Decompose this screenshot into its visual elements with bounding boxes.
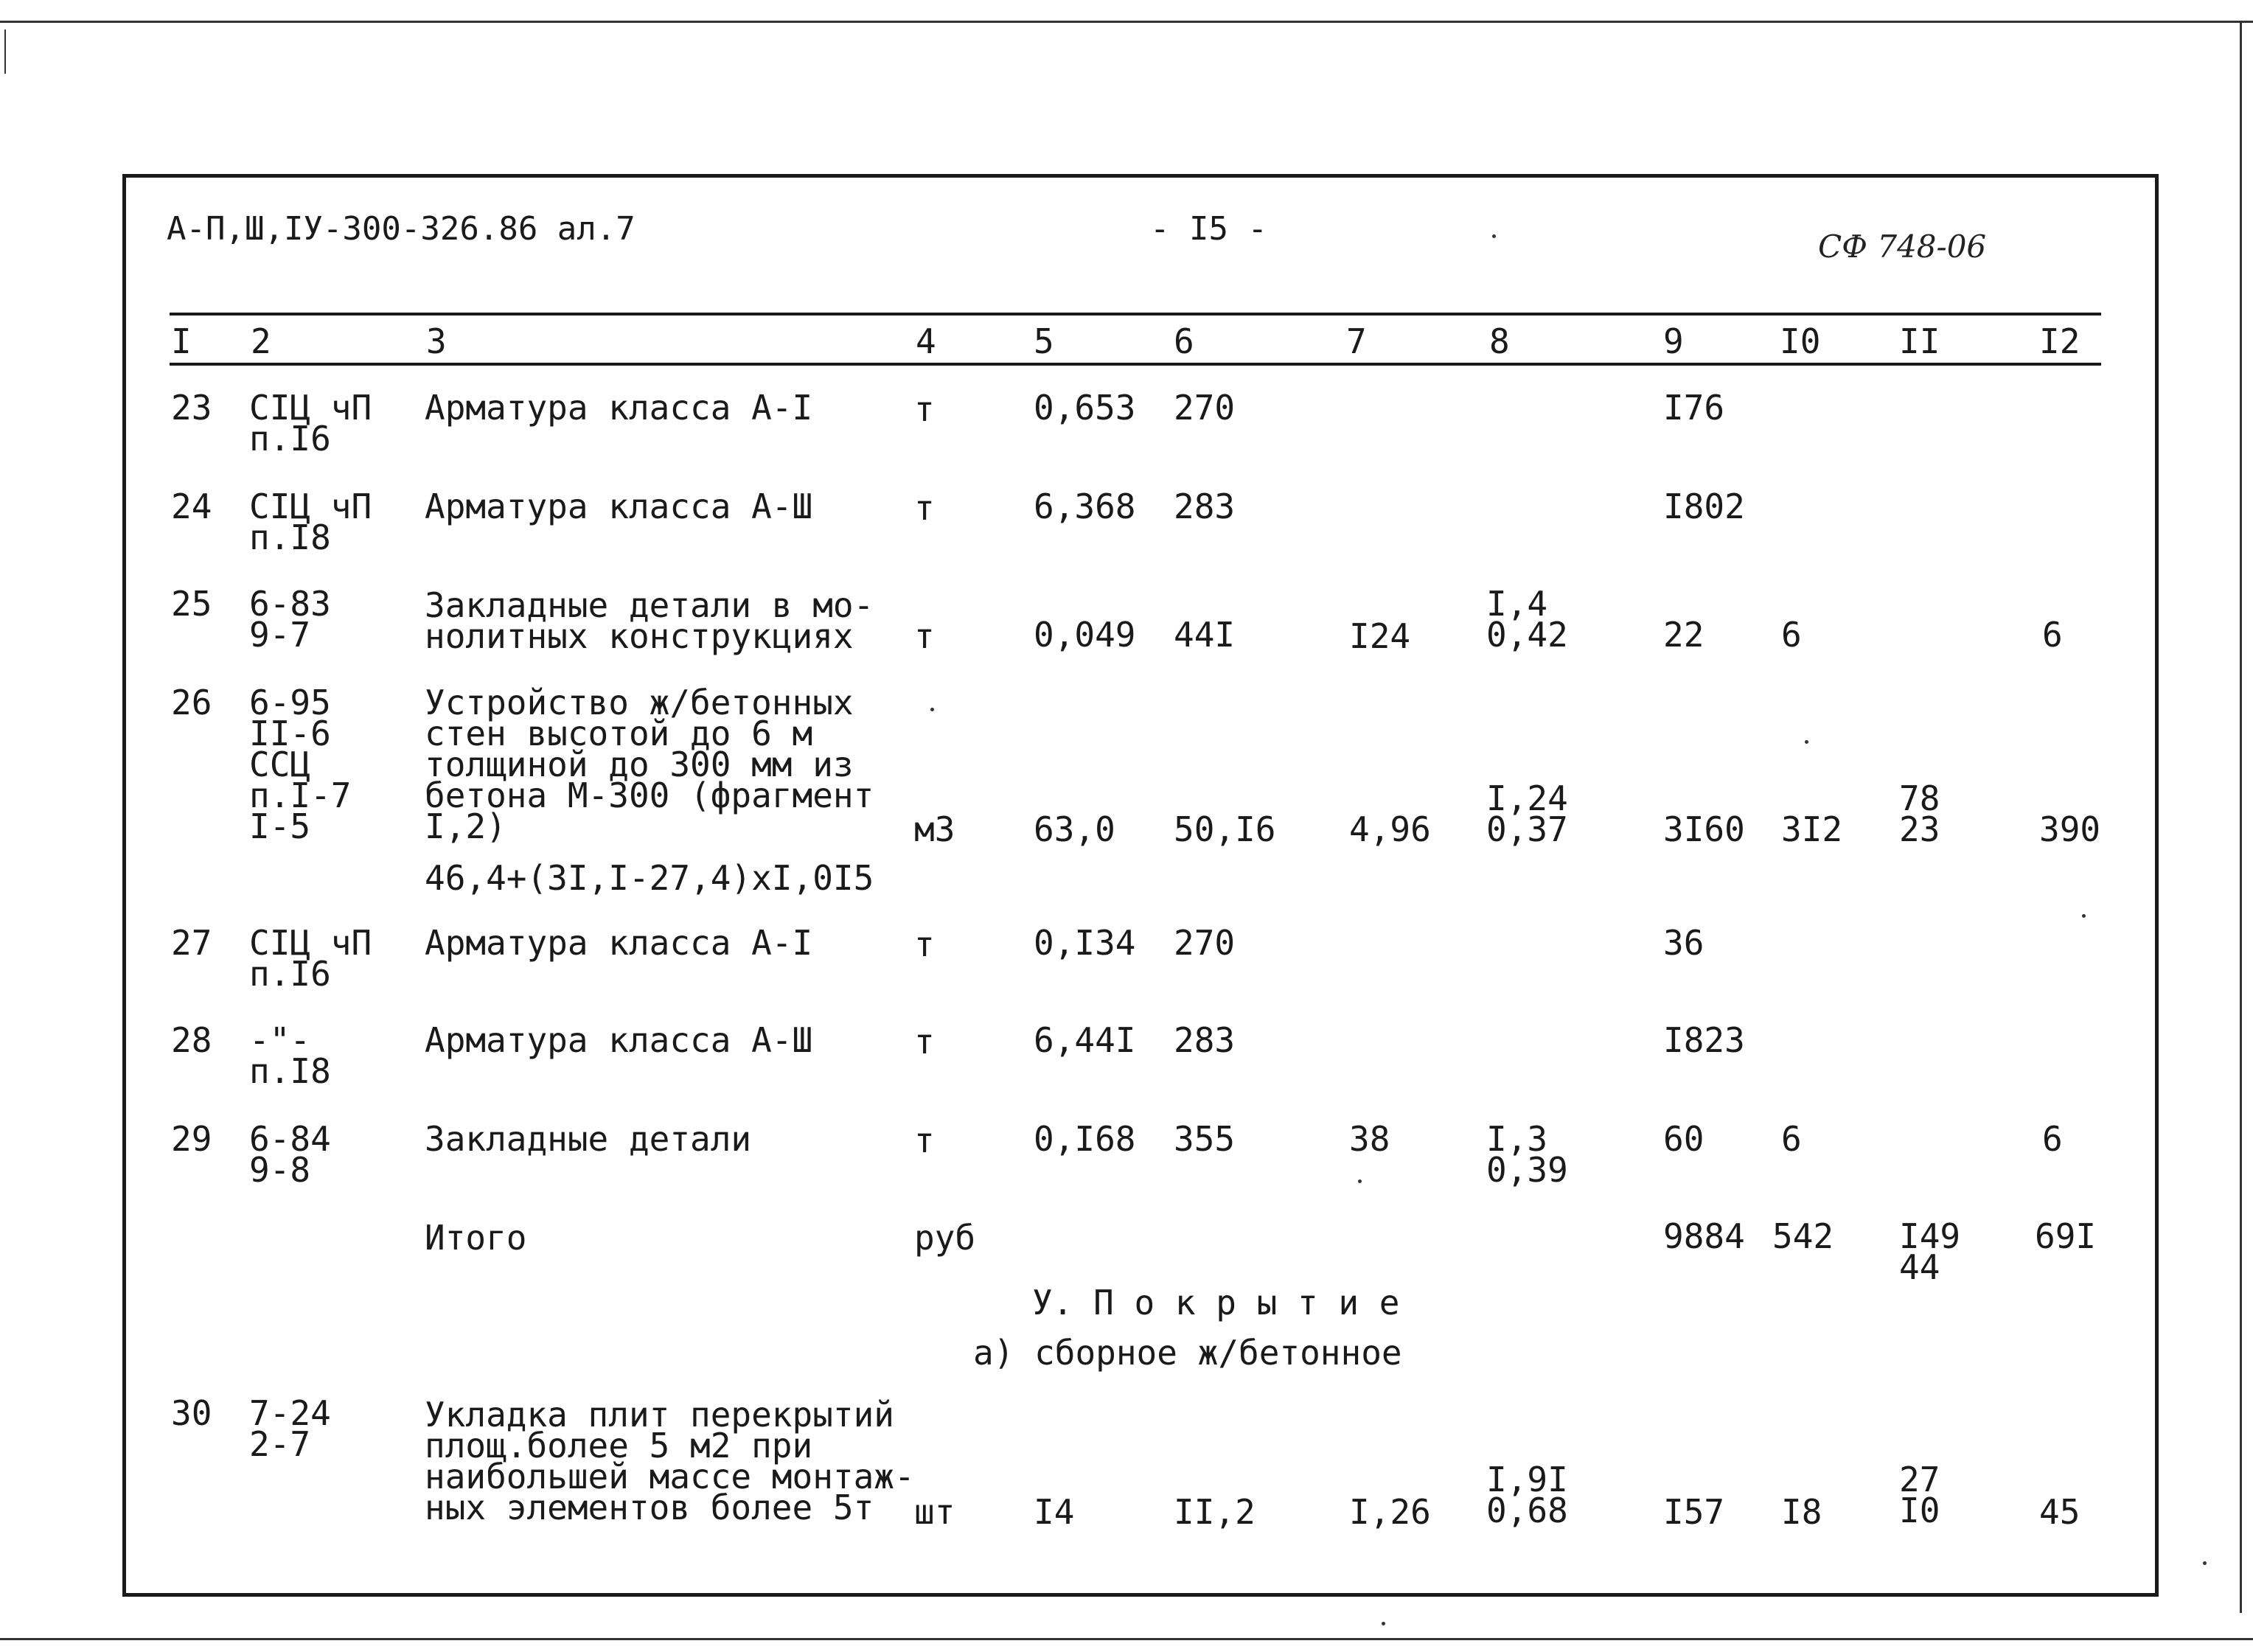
row-reference: 6-83 9-7 [249,584,331,655]
row-reference: СIЦ чП п.I6 [249,923,372,994]
document-reference: А-П,Ш,IУ-300-326.86 ал.7 [167,210,635,248]
row-quantity: 0,049 [1034,615,1136,655]
row-reference: 7-24 2-7 [249,1393,331,1464]
column-header: I0 [1780,321,1821,361]
row-number: 28 [171,1020,212,1060]
row-reference: СIЦ чП п.I6 [249,388,372,459]
row-description: Укладка плит перекрытий площ.более 5 м2 при наибольшей массе монтаж- ных элементов более 5т [425,1395,915,1527]
row-description: Закладные детали в мо- нолитных конструкциях [425,585,874,656]
sheet-edge-top [0,21,2253,23]
row-col11: 78 23 [1899,778,1940,849]
column-header: I [171,321,192,361]
row-number: 23 [171,388,212,428]
row-number: 25 [171,584,212,624]
ink-dot [930,708,934,711]
ink-dot [2082,914,2086,918]
row-price: 50,I6 [1174,809,1276,849]
row-col9: 3I60 [1663,809,1745,849]
header-rule-bottom [170,363,2101,366]
row-price: 44I [1174,615,1236,655]
row-price: 270 [1174,923,1236,963]
row-description: Арматура класса А-Ш [425,1020,813,1060]
row-number: 29 [171,1119,212,1159]
column-header: 3 [426,321,447,361]
total-col9: 9884 [1663,1216,1745,1256]
row-col10: 3I2 [1781,809,1843,849]
row-description: Арматура класса А-Ш [425,487,813,526]
handwritten-code: СФ 748-06 [1818,229,1987,265]
section-title: У. П о к р ы т и е [1032,1283,1400,1322]
row-reference: СIЦ чП п.I8 [249,487,372,557]
row-number: 27 [171,923,212,963]
column-header: 9 [1663,321,1684,361]
row-price: 270 [1174,388,1236,428]
row-quantity: 0,I68 [1034,1119,1136,1159]
row-quantity: 6,44I [1034,1020,1136,1060]
row-unit: т [914,924,935,964]
row-col9: 36 [1663,923,1704,963]
row-col10: 6 [1781,1119,1802,1159]
sheet-edge-left [4,29,6,74]
row-quantity: 0,I34 [1034,923,1136,963]
row-number: 24 [171,487,212,526]
column-header: 7 [1346,321,1367,361]
ink-dot [1492,234,1496,238]
header-rule-top [170,313,2101,316]
row-col12: 6 [2042,615,2063,655]
row-col10: 6 [1781,615,1802,655]
row-col10: I8 [1781,1492,1822,1532]
row-number: 26 [171,683,212,722]
row-reference: 6-84 9-8 [249,1119,331,1190]
row-col9: I802 [1663,487,1745,526]
section-subtitle: а) сборное ж/бетонное [973,1333,1402,1373]
row-number: 30 [171,1393,212,1433]
row-unit: т [914,616,935,656]
row-price: II,2 [1174,1492,1256,1532]
row-quantity: 0,653 [1034,388,1136,428]
column-header: 5 [1034,321,1054,361]
column-header: 6 [1174,321,1194,361]
sheet-edge-right [2240,21,2242,1613]
row-col7: 4,96 [1349,809,1431,849]
ink-dot [1805,740,1808,744]
row-col12: 390 [2039,809,2101,849]
total-col10: 542 [1772,1216,1834,1256]
ink-dot [1358,1179,1362,1183]
row-col9: I57 [1663,1492,1725,1532]
row-reference: -"- п.I8 [249,1020,331,1091]
row-col11: 27 I0 [1899,1460,1940,1530]
row-unit: т [914,1022,935,1062]
row-quantity: 63,0 [1034,809,1115,849]
row-formula: 46,4+(3I,I-27,4)хI,0I5 [425,858,874,898]
row-quantity: I4 [1034,1492,1075,1532]
row-col9: I823 [1663,1020,1745,1060]
row-price: 283 [1174,487,1236,526]
row-price: 283 [1174,1020,1236,1060]
ink-dot [1382,1622,1385,1625]
row-col8: I,9I 0,68 [1486,1460,1568,1530]
row-quantity: 6,368 [1034,487,1136,526]
row-unit: т [914,1120,935,1160]
total-col12: 69I [2035,1216,2097,1256]
row-unit: т [914,389,935,429]
page-number: - I5 - [1150,210,1267,248]
row-unit: м3 [914,809,955,849]
column-header: II [1899,321,1940,361]
row-col8: I,4 0,42 [1486,584,1568,655]
row-price: 355 [1174,1119,1236,1159]
row-col7: 38 [1349,1119,1390,1159]
row-description: Арматура класса А-I [425,388,813,428]
row-reference: 6-95 II-6 ССЦ п.I-7 I-5 [249,683,352,846]
row-col9: 60 [1663,1119,1704,1159]
column-header: 4 [916,321,936,361]
row-col8: I,24 0,37 [1486,778,1568,849]
row-col9: I76 [1663,388,1725,428]
total-unit: руб [914,1218,976,1258]
row-col8: I,3 0,39 [1486,1119,1568,1190]
row-description: Арматура класса А-I [425,923,813,963]
total-label: Итого [425,1218,527,1258]
column-header: 8 [1489,321,1510,361]
total-col11: I49 44 [1899,1216,1961,1287]
row-col7: I,26 [1349,1492,1431,1532]
row-description: Закладные детали [425,1119,752,1159]
column-header: I2 [2039,321,2080,361]
row-col12: 45 [2039,1492,2080,1532]
row-description: Устройство ж/бетонных стен высотой до 6 м толщиной до 300 мм из бетона М-300 (фрагмент I,2) [425,683,874,846]
ink-dot [2203,1561,2207,1565]
row-unit: шт [914,1492,955,1532]
row-unit: т [914,488,935,528]
row-col12: 6 [2042,1119,2063,1159]
column-header: 2 [251,321,271,361]
row-col9: 22 [1663,615,1704,655]
row-col7: I24 [1349,616,1411,656]
sheet-edge-bottom [0,1638,2253,1640]
